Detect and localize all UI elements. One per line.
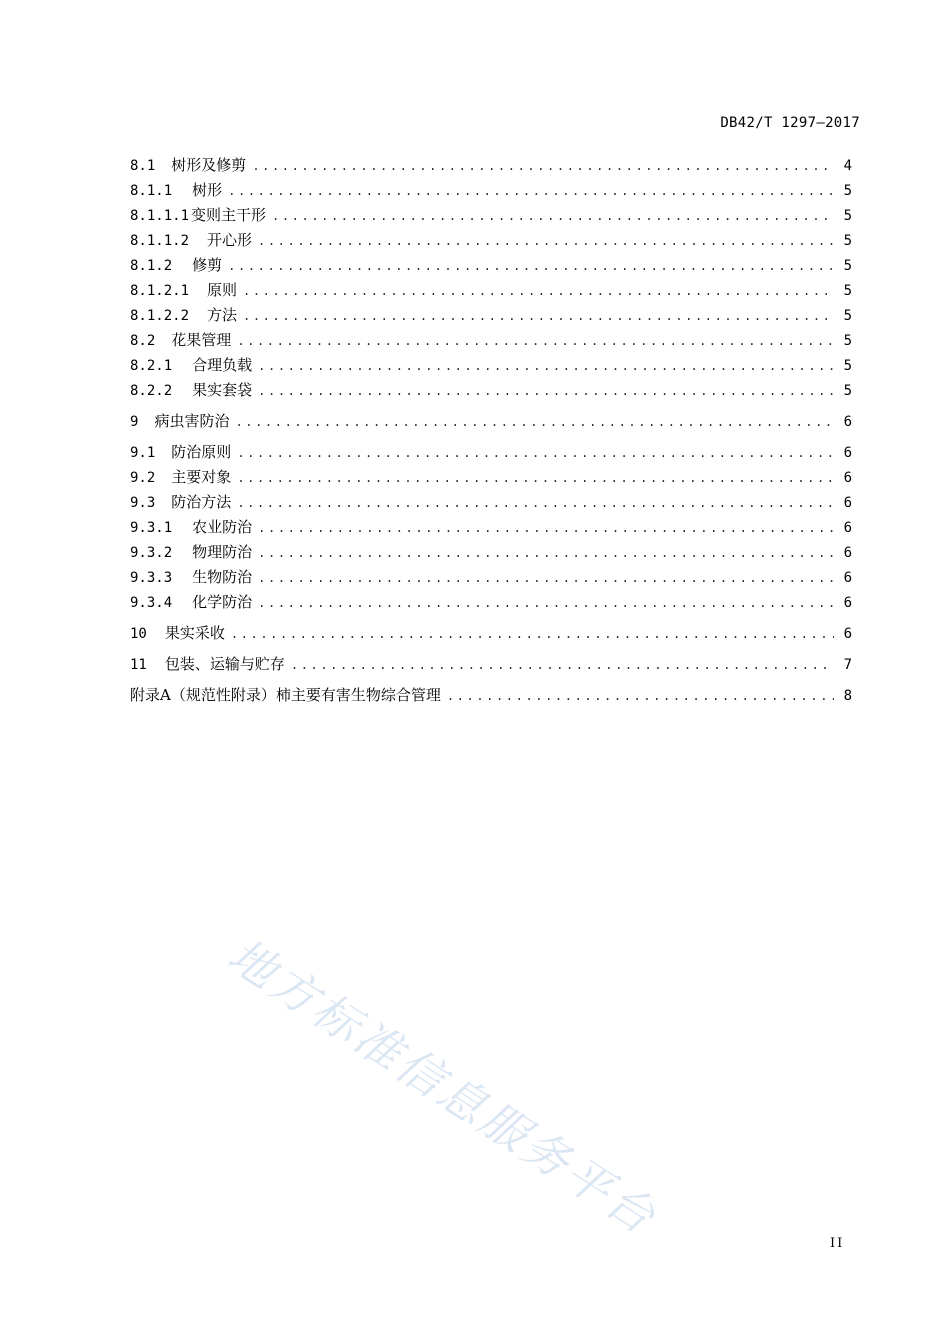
page-number: II [830,1236,845,1251]
table-of-contents [130,153,852,708]
toc-leader [258,229,834,254]
toc-leader [258,566,834,591]
toc-entry-number: 附录A [130,686,171,704]
toc-entry-page: 5 [843,208,852,224]
toc-leader [291,653,834,678]
toc-entry-number: 8.2 [130,333,156,349]
toc-entry[interactable] [130,465,852,490]
toc-entry-title: 物理防治 [192,543,253,561]
toc-entry-page: 5 [843,183,852,199]
toc-entry-page: 5 [843,283,852,299]
toc-leader [258,354,834,379]
toc-entry-page: 5 [843,233,852,249]
toc-entry-title: 化学防治 [192,593,253,611]
toc-entry-page: 5 [843,383,852,399]
toc-entry[interactable] [130,353,852,378]
toc-entry-number: 8.1 [130,158,156,174]
toc-leader [231,622,834,647]
toc-entry[interactable] [130,228,852,253]
toc-entry-page: 6 [843,495,852,511]
toc-entry-number: 10 [130,626,147,642]
toc-entry-title: 防治方法 [171,493,232,511]
toc-entry-page: 8 [843,688,852,704]
toc-entry-title: 果实套袋 [192,381,253,399]
toc-entry-page: 6 [843,520,852,536]
toc-entry-page: 6 [843,570,852,586]
toc-entry-page: 4 [843,158,852,174]
toc-leader [228,254,834,279]
toc-entry[interactable] [130,378,852,403]
toc-leader [237,329,834,354]
toc-entry[interactable] [130,652,852,677]
toc-entry[interactable] [130,278,852,303]
toc-entry-page: 6 [843,595,852,611]
toc-entry-page: 6 [843,470,852,486]
toc-entry-number: 8.2.2 [130,383,173,399]
toc-entry[interactable] [130,621,852,646]
toc-entry-number: 11 [130,657,147,673]
toc-entry-title: 花果管理 [171,331,232,349]
toc-entry[interactable] [130,590,852,615]
toc-entry[interactable] [130,328,852,353]
toc-entry-page: 6 [843,545,852,561]
toc-entry[interactable] [130,203,852,228]
toc-leader [258,591,834,616]
toc-entry-title: 树形及修剪 [171,156,247,174]
toc-leader [252,154,834,179]
toc-leader [237,491,834,516]
toc-entry-number: 9.3.2 [130,545,173,561]
watermark: 地方标准信息服务平台 [218,927,668,1246]
toc-entry-number: 9.1 [130,445,156,461]
toc-entry[interactable] [130,490,852,515]
toc-leader [228,179,834,204]
toc-entry[interactable] [130,178,852,203]
toc-leader [258,541,834,566]
toc-entry-title: 开心形 [207,231,253,249]
toc-entry-number: 9.3.4 [130,595,173,611]
toc-entry[interactable] [130,440,852,465]
toc-entry[interactable] [130,565,852,590]
toc-entry-title: 方法 [207,306,238,324]
standard-code: DB42/T 1297—2017 [720,115,860,131]
toc-entry-page: 5 [843,358,852,374]
toc-leader [243,279,834,304]
toc-entry[interactable] [130,153,852,178]
toc-entry-title: 果实采收 [164,624,225,642]
toc-entry-page: 7 [843,657,852,673]
toc-entry-appendix[interactable] [130,683,852,708]
toc-leader [447,684,834,709]
toc-entry-title: 生物防治 [192,568,253,586]
toc-entry-number: 8.1.2.1 [130,283,190,299]
toc-leader [243,304,834,329]
toc-entry-title: 农业防治 [192,518,253,536]
toc-entry-number: 8.1.1 [130,183,173,199]
toc-entry-title: 合理负载 [192,356,253,374]
toc-entry[interactable] [130,253,852,278]
toc-entry-number: 9.3.1 [130,520,173,536]
toc-leader [272,204,834,229]
toc-entry-number: 9.3 [130,495,156,511]
toc-entry-number: 9 [130,414,139,430]
toc-entry-title: 原则 [207,281,238,299]
toc-entry-number: 9.3.3 [130,570,173,586]
toc-entry-page: 5 [843,333,852,349]
toc-entry-title: 变则主干形 [191,206,267,224]
toc-entry-page: 5 [843,258,852,274]
toc-entry-number: 8.1.1.1 [130,208,190,224]
toc-leader [258,379,834,404]
toc-entry-number: 9.2 [130,470,156,486]
toc-entry[interactable] [130,515,852,540]
toc-entry-title: 病虫害防治 [154,412,230,430]
toc-entry[interactable] [130,409,852,434]
toc-entry-page: 6 [843,626,852,642]
toc-entry-page: 6 [843,445,852,461]
toc-entry[interactable] [130,540,852,565]
toc-entry[interactable] [130,303,852,328]
toc-entry-title: （规范性附录）柿主要有害生物综合管理 [170,686,441,704]
toc-entry-number: 8.1.2 [130,258,173,274]
toc-leader [237,466,834,491]
toc-leader [237,441,834,466]
toc-entry-number: 8.2.1 [130,358,173,374]
toc-entry-number: 8.1.1.2 [130,233,190,249]
toc-entry-title: 主要对象 [171,468,232,486]
toc-entry-page: 6 [843,414,852,430]
toc-entry-title: 修剪 [192,256,223,274]
toc-entry-title: 包装、运输与贮存 [164,655,285,673]
toc-entry-number: 8.1.2.2 [130,308,190,324]
toc-leader [235,410,834,435]
toc-entry-title: 树形 [192,181,223,199]
toc-entry-page: 5 [843,308,852,324]
toc-leader [258,516,834,541]
toc-entry-title: 防治原则 [171,443,232,461]
